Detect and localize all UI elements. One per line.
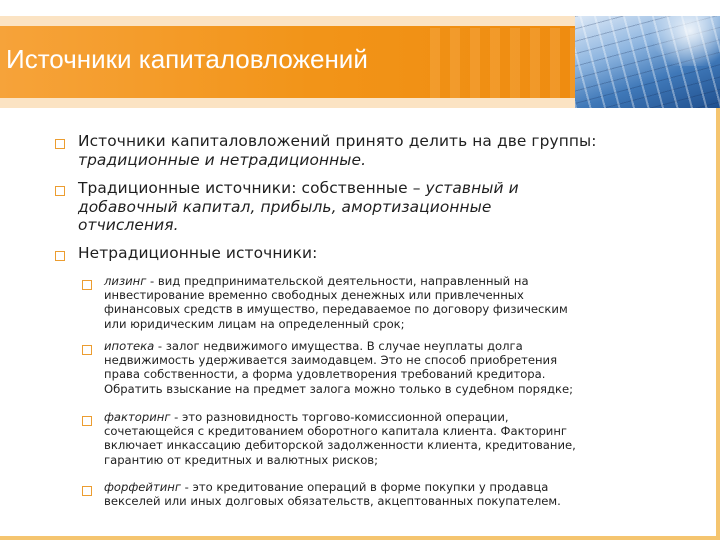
bullet-line: добавочный капитал, прибыль, амортизационные: [78, 197, 492, 216]
sub-bullet-line: векселей или иных долговых обязательств, акцептованных покупателем.: [104, 494, 561, 509]
definition-start: - это кредитование операций в форме покупки у продавца: [180, 480, 549, 494]
bullet-lead: Традиционные источники: собственные –: [78, 179, 426, 197]
term: ипотека: [104, 339, 155, 353]
sub-bullet-line: [104, 410, 674, 424]
definition-start: - это разновидность торгово-комиссионной операции,: [170, 410, 509, 424]
sub-bullet-line: Обратить взыскание на предмет залога можно только в судебном порядке;: [104, 381, 574, 396]
sub-bullet-line: гарантию от кредитных и валютных рисков;: [104, 452, 379, 467]
sub-bullet-line: [104, 480, 674, 494]
definition-start: - залог недвижимого имущества. В случае неуплаты долга: [154, 339, 523, 353]
slide-title: Источники капиталовложений: [6, 44, 368, 74]
sub-bullet-text: [104, 339, 674, 396]
sub-bullet-line: включает инкассацию дебиторской задолженности клиента, кредитование,: [104, 438, 576, 453]
bullet-text: [78, 132, 678, 169]
sub-bullet-text: [104, 274, 674, 331]
bullet-line: [78, 179, 678, 198]
checkbox-bullet-icon: [55, 186, 65, 196]
sub-bullet-line: [104, 339, 674, 353]
bullet-text: [78, 244, 678, 263]
sub-bullet-line: сочетающейся с кредитованием оборотного капитала клиента. Факторинг: [104, 424, 568, 439]
term: факторинг: [104, 410, 171, 424]
sub-bullet-line: финансовых средств в имущество, передаваемое по договору физическим: [104, 302, 568, 317]
bullet-text: [78, 179, 678, 235]
checkbox-bullet-icon: [82, 280, 92, 290]
term: лизинг: [104, 274, 147, 288]
checkbox-bullet-icon: [55, 139, 65, 149]
checkbox-bullet-icon: [82, 345, 92, 355]
sub-bullet-line: недвижимость удерживается заимодавцем. Это не способ приобретения: [104, 353, 558, 368]
bullet-lead-italic: уставный и: [425, 179, 519, 197]
sub-bullet-text: [104, 480, 674, 508]
term: форфейтинг: [104, 480, 181, 494]
sub-bullet-line: или юридическим лицам на определенный срок;: [104, 316, 405, 331]
bullet-line: Источники капиталовложений принято делить на две группы:: [78, 132, 597, 150]
sub-bullet-line: права собственности, а форма удовлетворения требований кредитора.: [104, 367, 546, 382]
checkbox-bullet-icon: [82, 416, 92, 426]
checkbox-bullet-icon: [82, 486, 92, 496]
bullet-line: Нетрадиционные источники:: [78, 244, 318, 262]
bullet-line: отчисления.: [78, 216, 179, 234]
checkbox-bullet-icon: [55, 251, 65, 261]
sub-bullet-text: [104, 410, 674, 467]
sub-bullet-line: инвестирование временно свободных денежных или привлеченных: [104, 288, 524, 303]
sub-bullet-line: [104, 274, 674, 288]
definition-start: - вид предпринимательской деятельности, направленный на: [146, 274, 529, 288]
bullet-line: традиционные и нетрадиционные.: [78, 150, 367, 169]
